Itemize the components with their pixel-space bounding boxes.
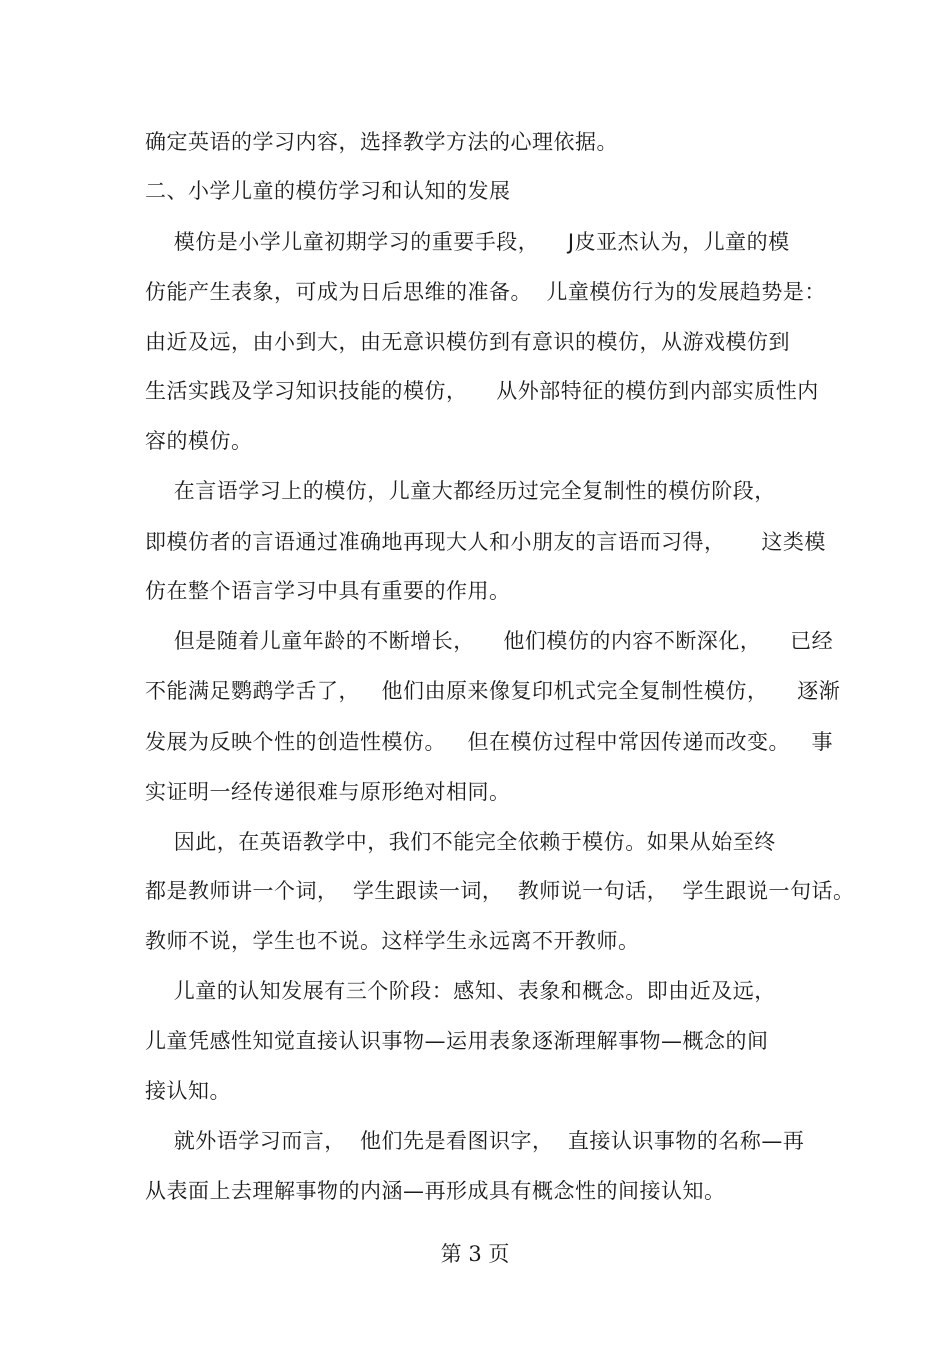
text-line: 容的模仿。: [145, 429, 253, 453]
section-heading: 二、小学儿童的模仿学习和认知的发展: [145, 179, 511, 203]
text-line: 教师不说，学生也不说。这样学生永远离不开教师。: [145, 929, 640, 953]
text-line: 发展为反映个性的创造性模仿。 但在模仿过程中常因传递而改变。 事: [145, 730, 834, 754]
text-line: 因此，在英语教学中，我们不能完全依赖于模仿。如果从始至终: [145, 830, 776, 854]
text-line: 儿童的认知发展有三个阶段：感知、表象和概念。即由近及远，: [145, 979, 776, 1003]
text-line: 仿在整个语言学习中具有重要的作用。: [145, 579, 511, 603]
text-line: 不能满足鹦鹉学舌了， 他们由原来像复印机式完全复制性模仿， 逐渐: [145, 679, 841, 703]
text-line: 即模仿者的言语通过准确地再现大人和小朋友的言语而习得， 这类模: [145, 530, 826, 554]
text-line: 由近及远，由小到大，由无意识模仿到有意识的模仿，从游戏模仿到: [145, 330, 790, 354]
text-line: 确定英语的学习内容，选择教学方法的心理依据。: [145, 130, 618, 154]
text-line: 接认知。: [145, 1079, 231, 1103]
text-line: 都是教师讲一个词， 学生跟读一词， 教师说一句话， 学生跟说一句话。: [145, 879, 855, 903]
text-line: 仿能产生表象，可成为日后思维的准备。 儿童模仿行为的发展趋势是：: [145, 280, 826, 304]
text-line: 从表面上去理解事物的内涵—再形成具有概念性的间接认知。: [145, 1179, 726, 1203]
text-line: 生活实践及学习知识技能的模仿， 从外部特征的模仿到内部实质性内: [145, 379, 819, 403]
text-line: 就外语学习而言， 他们先是看图识字， 直接认识事物的名称—再: [145, 1129, 805, 1153]
page-number: 第 3 页: [440, 1242, 510, 1266]
text-line: 在言语学习上的模仿，儿童大都经历过完全复制性的模仿阶段，: [145, 479, 776, 503]
text-line: 儿童凭感性知觉直接认识事物—运用表象逐渐理解事物—概念的间: [145, 1029, 769, 1053]
text-line: 实证明一经传递很难与原形绝对相同。: [145, 780, 511, 804]
text-line: 但是随着儿童年龄的不断增长， 他们模仿的内容不断深化， 已经: [145, 629, 834, 653]
text-line: 模仿是小学儿童初期学习的重要手段， J皮亚杰认为，儿童的模: [145, 230, 790, 254]
